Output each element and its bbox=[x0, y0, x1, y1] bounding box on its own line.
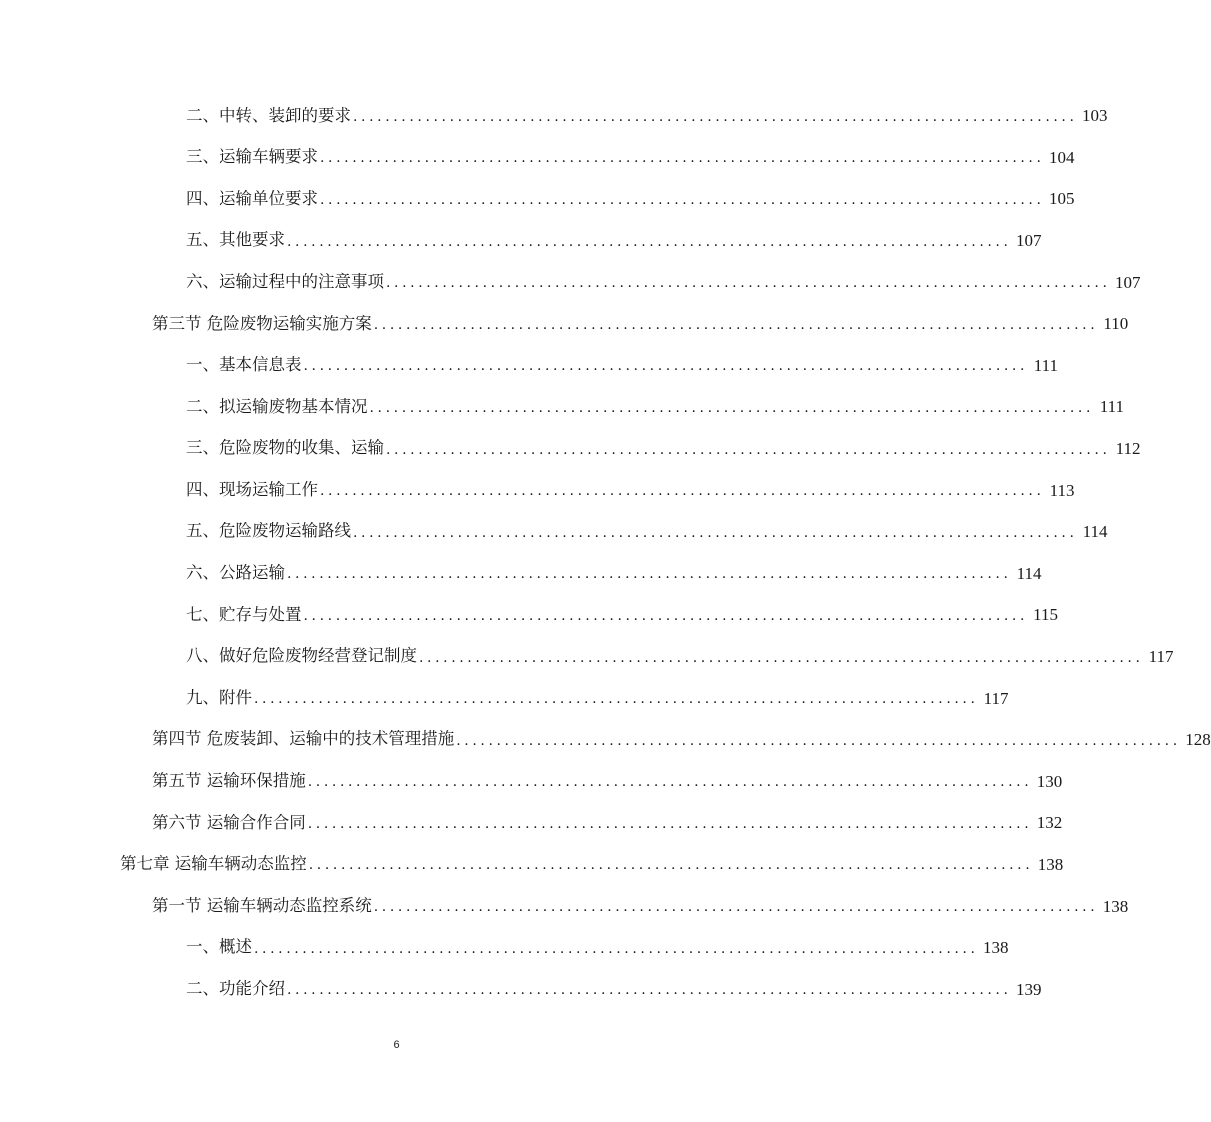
page-number: 6 bbox=[393, 1039, 400, 1051]
toc-entry-title: 三、危险废物的收集、运输 bbox=[186, 438, 384, 458]
toc-dot-leader: .......................................................................................... bbox=[303, 358, 1029, 375]
toc-entry[interactable] bbox=[0, 927, 1009, 969]
toc-entry[interactable] bbox=[0, 95, 1108, 137]
toc-entry-page: 113 bbox=[1049, 480, 1075, 500]
toc-entry-title: 二、中转、装卸的要求 bbox=[186, 105, 351, 125]
toc-dot-leader: .......................................................................................... bbox=[254, 940, 979, 957]
toc-entry-page: 114 bbox=[1082, 522, 1108, 542]
toc-entry-title: 三、运输车辆要求 bbox=[186, 147, 318, 167]
toc-dot-leader: .......................................................................................... bbox=[369, 399, 1095, 416]
toc-entry[interactable] bbox=[0, 261, 1141, 303]
toc-dot-leader: .......................................................................................... bbox=[320, 483, 1045, 500]
toc-dot-leader: .......................................................................................... bbox=[353, 108, 1078, 125]
toc-dot-leader: .......................................................................................... bbox=[307, 774, 1033, 791]
toc-entry[interactable] bbox=[0, 677, 1009, 719]
toc-entry[interactable] bbox=[0, 636, 1174, 678]
toc-dot-leader: .......................................................................................... bbox=[287, 566, 1012, 583]
toc-entry-page: 128 bbox=[1185, 730, 1211, 750]
toc-entry-page: 105 bbox=[1049, 189, 1075, 209]
toc-dot-leader: .......................................................................................... bbox=[353, 524, 1078, 541]
toc-entry-page: 114 bbox=[1016, 563, 1042, 583]
toc-entry-page: 110 bbox=[1103, 314, 1129, 334]
toc-entry-page: 112 bbox=[1115, 439, 1141, 459]
toc-entry-title: 第三节 危险废物运输实施方案 bbox=[152, 313, 372, 333]
toc-entry-page: 103 bbox=[1082, 106, 1108, 126]
toc-entry-page: 132 bbox=[1036, 813, 1063, 833]
toc-entry-title: 第六节 运输合作合同 bbox=[152, 812, 306, 832]
toc-entry[interactable] bbox=[0, 885, 1129, 927]
toc-dot-leader: .......................................................................................... bbox=[419, 649, 1144, 666]
toc-entry[interactable] bbox=[0, 303, 1129, 345]
toc-entry-page: 117 bbox=[1148, 647, 1174, 667]
toc-entry-title: 一、基本信息表 bbox=[186, 355, 302, 375]
toc-dot-leader: .......................................................................................... bbox=[320, 150, 1045, 167]
toc-entry[interactable] bbox=[0, 428, 1141, 470]
toc-dot-leader: .......................................................................................... bbox=[373, 899, 1099, 916]
toc-entry-title: 七、贮存与处置 bbox=[186, 604, 302, 624]
toc-entry-title: 第四节 危废装卸、运输中的技术管理措施 bbox=[152, 729, 455, 749]
toc-entry[interactable] bbox=[0, 761, 1063, 803]
toc-dot-leader: .......................................................................................... bbox=[386, 441, 1111, 458]
toc-entry-page: 138 bbox=[1037, 854, 1064, 874]
toc-entry-title: 五、其他要求 bbox=[186, 230, 285, 250]
toc-entry[interactable] bbox=[0, 968, 1042, 1010]
toc-entry-title: 六、运输过程中的注意事项 bbox=[186, 271, 384, 291]
toc-entry[interactable] bbox=[0, 719, 1211, 761]
toc-entry-title: 六、公路运输 bbox=[186, 563, 285, 583]
toc-entry-page: 111 bbox=[1099, 397, 1125, 417]
toc-entry-page: 138 bbox=[983, 938, 1009, 958]
toc-entry-title: 二、拟运输废物基本情况 bbox=[186, 396, 368, 416]
toc-entry-title: 八、做好危险废物经营登记制度 bbox=[186, 646, 417, 666]
toc-dot-leader: .......................................................................................... bbox=[308, 857, 1034, 874]
toc-entry-page: 107 bbox=[1115, 272, 1141, 292]
toc-entry[interactable] bbox=[0, 802, 1063, 844]
toc-entry-page: 104 bbox=[1049, 147, 1075, 167]
toc-entry-page: 107 bbox=[1016, 231, 1042, 251]
toc-dot-leader: .......................................................................................... bbox=[287, 982, 1012, 999]
toc-entry-title: 一、概述 bbox=[186, 937, 252, 957]
toc-entry[interactable] bbox=[0, 553, 1042, 595]
toc-entry-title: 五、危险废物运输路线 bbox=[186, 521, 351, 541]
toc-dot-leader: .......................................................................................... bbox=[456, 732, 1181, 749]
toc-entry-page: 130 bbox=[1036, 771, 1063, 791]
toc-entry-page: 139 bbox=[1016, 979, 1042, 999]
toc-entry-page: 115 bbox=[1033, 605, 1059, 625]
toc-entry[interactable] bbox=[0, 844, 1064, 886]
toc-entry-title: 第七章 运输车辆动态监控 bbox=[120, 854, 307, 874]
toc-entry[interactable] bbox=[0, 345, 1059, 387]
toc-dot-leader: .......................................................................................... bbox=[307, 815, 1033, 832]
toc-entry-page: 138 bbox=[1102, 896, 1129, 916]
table-of-contents bbox=[0, 95, 1211, 1010]
toc-dot-leader: .......................................................................................... bbox=[287, 233, 1012, 250]
toc-entry-title: 四、运输单位要求 bbox=[186, 188, 318, 208]
toc-entry[interactable] bbox=[0, 594, 1059, 636]
toc-entry-title: 第一节 运输车辆动态监控系统 bbox=[152, 895, 372, 915]
toc-entry-title: 第五节 运输环保措施 bbox=[152, 771, 306, 791]
toc-entry-page: 117 bbox=[983, 688, 1009, 708]
toc-entry[interactable] bbox=[0, 220, 1042, 262]
toc-dot-leader: .......................................................................................... bbox=[254, 691, 979, 708]
toc-entry[interactable] bbox=[0, 178, 1075, 220]
toc-entry[interactable] bbox=[0, 386, 1125, 428]
toc-entry[interactable] bbox=[0, 137, 1075, 179]
toc-entry-title: 九、附件 bbox=[186, 687, 252, 707]
toc-entry-title: 二、功能介绍 bbox=[186, 979, 285, 999]
toc-dot-leader: .......................................................................................... bbox=[386, 275, 1111, 292]
toc-entry-page: 111 bbox=[1033, 355, 1059, 375]
toc-dot-leader: .......................................................................................... bbox=[320, 191, 1045, 208]
toc-dot-leader: .......................................................................................... bbox=[373, 316, 1099, 333]
toc-entry[interactable] bbox=[0, 469, 1075, 511]
toc-dot-leader: .......................................................................................... bbox=[303, 607, 1029, 624]
toc-entry[interactable] bbox=[0, 511, 1108, 553]
toc-entry-title: 四、现场运输工作 bbox=[186, 479, 318, 499]
